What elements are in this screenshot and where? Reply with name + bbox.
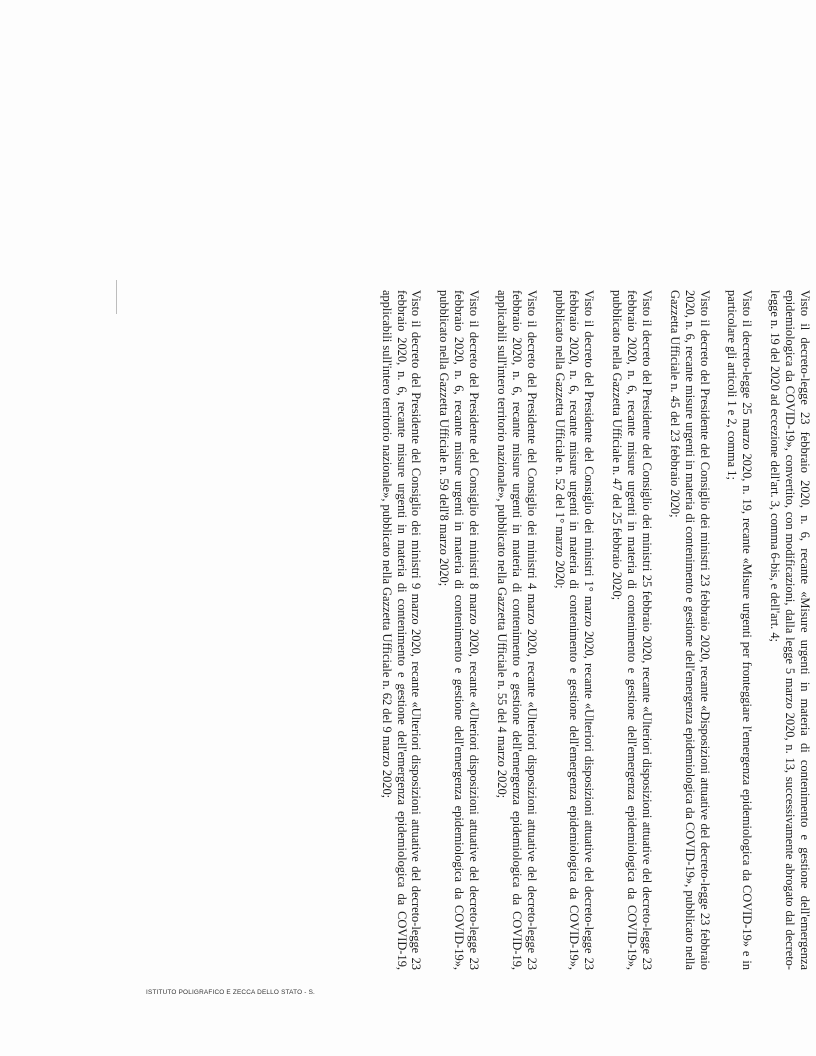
margin-mark [116, 280, 117, 314]
paragraph-5: Visto il decreto del Presidente del Consiglio dei ministri 1° marzo 2020, recante «Ulteriori disposizioni attuative del decreto-legge 23 febbraio 2020, n. 6, recante misure urgenti in materia di contenimento e gestione dell'emergenza epidemiologica da COVID-19», pubblicato nella Gazzetta Ufficiale n. 52 del 1° marzo 2020; [552, 290, 597, 970]
paragraph-6: Visto il decreto del Presidente del Consiglio dei ministri 4 marzo 2020, recante «Ulteriori disposizioni attuative del decreto-legge 23 febbraio 2020, n. 6, recante misure urgenti in materia di contenimento e gestione dell'emergenza epidemiologica da COVID-19, applicabili sull'intero territorio nazionale», pubblicato nella Gazzetta Ufficiale n. 55 del 4 marzo 2020; [495, 290, 539, 970]
paragraph-1: Visto il decreto-legge 23 febbraio 2020, n. 6, recante «Misure urgenti in materia di contenimento e gestione dell'emergenza epidemiologica da COVID-19», convertito, con modificazioni, dalla legge 5 marzo 2020, n. 13, successivamente abrogato dal decreto-legge n. 19 del 2020 ad eccezione dell'art. 3, comma 6-bis, e dell'art. 4; [768, 290, 812, 970]
rotated-document-content [132, 290, 812, 1050]
paragraph-4: Visto il decreto del Presidente del Consiglio dei ministri 25 febbraio 2020, recante «Ulteriori disposizioni attuative del decreto-legge 23 febbraio 2020, n. 6, recante misure urgenti in materia di contenimento e gestione dell'emergenza epidemiologica da COVID-19», pubblicato nella Gazzetta Ufficiale n. 47 del 25 febbraio 2020; [610, 290, 654, 970]
paragraph-3: Visto il decreto del Presidente del Consiglio dei ministri 23 febbraio 2020, recante «Disposizioni attuative del decreto-legge 23 febbraio 2020, n. 6, recante misure urgenti in materia di contenimento e gestione dell'emergenza epidemiologica da COVID-19», pubblicato nella Gazzetta Ufficiale n. 45 del 23 febbraio 2020; [667, 290, 712, 970]
publisher-header: ISTITUTO POLIGRAFICO E ZECCA DELLO STATO - S. [146, 989, 316, 996]
paragraph-2: Visto il decreto-legge 25 marzo 2020, n. 19, recante «Misure urgenti per fronteggiare l'emergenza epidemiologica da COVID-19» e in particolare gli articoli 1 e 2, comma 1; [725, 290, 755, 970]
page-header-column [132, 980, 812, 1036]
document-body [132, 290, 812, 970]
paragraph-7: Visto il decreto del Presidente del Consiglio dei ministri 8 marzo 2020, recante «Ulteriori disposizioni attuative del decreto-legge 23 febbraio 2020, n. 6, recante misure urgenti in materia di contenimento e gestione dell'emergenza epidemiologica da COVID-19», pubblicato nella Gazzetta Ufficiale n. 59 dell'8 marzo 2020; [437, 290, 482, 970]
paragraph-8: Visto il decreto del Presidente del Consiglio dei ministri 9 marzo 2020, recante «Ulteriori disposizioni attuative del decreto-legge 23 febbraio 2020, n. 6, recante misure urgenti in materia di contenimento e gestione dell'emergenza epidemiologica da COVID-19, applicabili sull'intero territorio nazionale», pubblicato nella Gazzetta Ufficiale n. 62 del 9 marzo 2020; [379, 290, 424, 970]
